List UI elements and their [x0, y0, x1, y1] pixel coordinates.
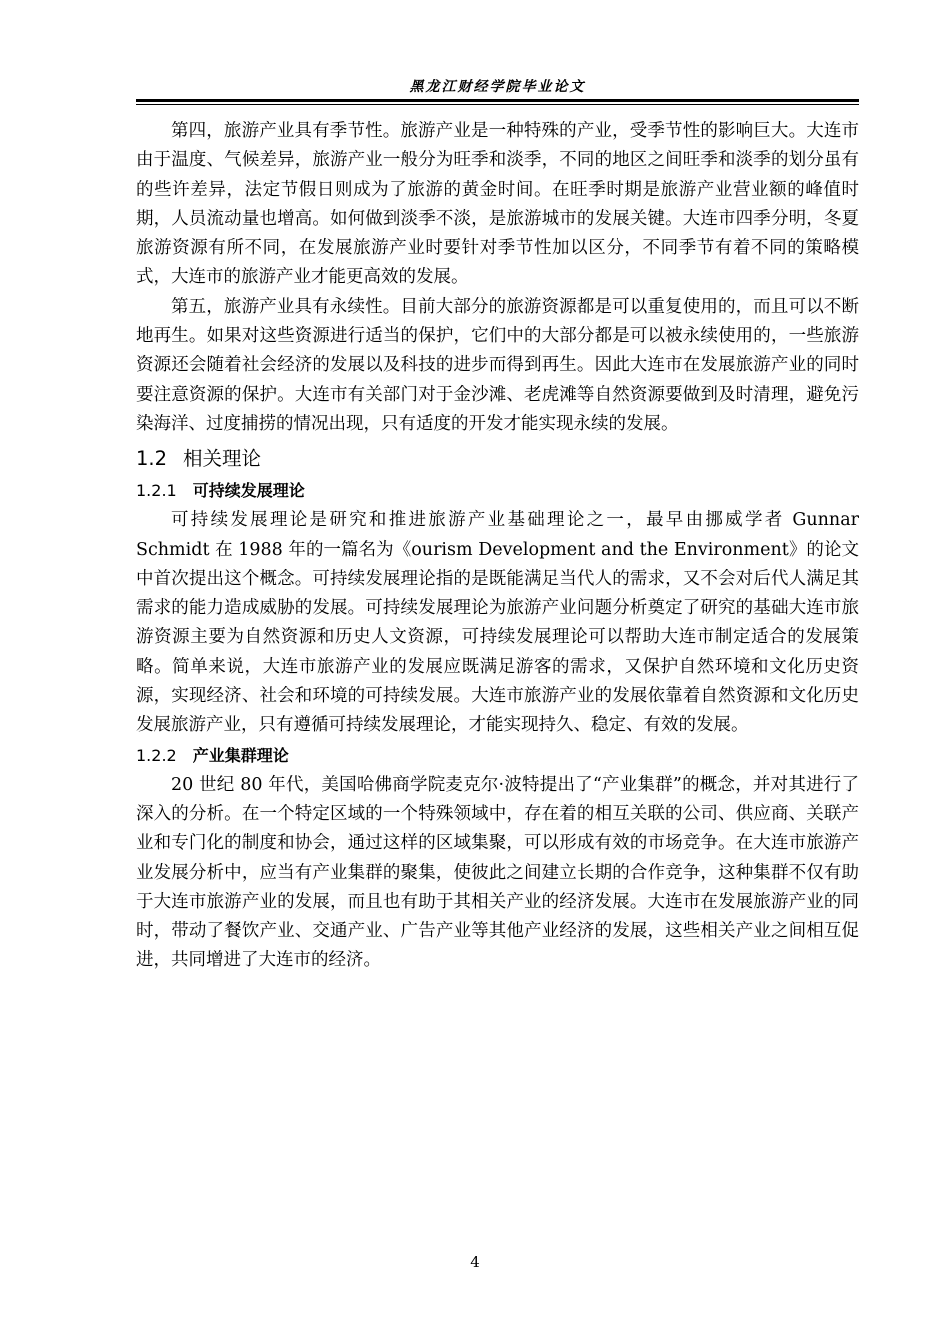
subsection-title: 产业集群理论	[192, 745, 289, 765]
header-title: 黑龙江财经学院毕业论文	[409, 79, 586, 95]
subsection-heading-1-2-2	[136, 741, 859, 771]
paragraph-fourth-seasonality: 第四，旅游产业具有季节性。旅游产业是一种特殊的产业，受季节性的影响巨大。大连市由于温度、气候差异，旅游产业一般分为旺季和淡季，不同的地区之间旺季和淡季的划分虽有的些许差异，法定节假日则成为了旅游的黄金时间。在旺季时期是旅游产业营业额的峰值时期，人员流动量也增高。如何做到淡季不淡，是旅游城市的发展关键。大连市四季分明，冬夏旅游资源有所不同，在发展旅游产业时要针对季节性加以区分，不同季节有着不同的策略模式，大连市的旅游产业才能更高效的发展。	[136, 121, 859, 288]
section-number: 1.2	[136, 447, 168, 471]
paragraph-fifth-sustainability: 第五，旅游产业具有永续性。目前大部分的旅游资源都是可以重复使用的，而且可以不断地再生。如果对这些资源进行适当的保护，它们中的大部分都是可以被永续使用的，一些旅游资源还会随着社会经济的发展以及科技的进步而得到再生。因此大连市在发展旅游产业的同时要注意资源的保护。大连市有关部门对于金沙滩、老虎滩等自然资源要做到及时清理，避免污染海洋、过度捕捞的情况出现，只有适度的开发才能实现永续的发展。	[136, 296, 859, 434]
section-heading-1-2	[136, 442, 859, 476]
subsection-title: 可持续发展理论	[192, 481, 305, 501]
header-rule-thick	[136, 99, 859, 102]
paragraph-sustainable-development: 可持续发展理论是研究和推进旅游产业基础理论之一，最早由挪威学者 Gunnar Schmidt 在 1988 年的一篇名为《ourism Development and the Environment》的论文中首次提出这个概念。可持续发展理论指的是既能满足当代人的需求，又不会对后代人满足其需求的能力造成威胁的发展。可持续发展理论为旅游产业问题分析奠定了研究的基础大连市旅游资源主要为自然资源和历史人文资源，可持续发展理论可以帮助大连市制定适合的发展策略。简单来说，大连市旅游产业的发展应既满足游客的需求，又保护自然环境和文化历史资源，实现经济、社会和环境的可持续发展。大连市旅游产业的发展依靠着自然资源和文化历史发展旅游产业，只有遵循可持续发展理论，才能实现持久、稳定、有效的发展。	[136, 510, 859, 736]
header-rule-thin	[136, 104, 859, 105]
section-title: 相关理论	[183, 447, 262, 471]
subsection-number: 1.2.2	[136, 745, 177, 765]
subsection-heading-1-2-1	[136, 476, 859, 506]
document-body	[136, 117, 859, 976]
subsection-number: 1.2.1	[136, 481, 177, 501]
paragraph-industrial-cluster: 20 世纪 80 年代，美国哈佛商学院麦克尔·波特提出了“产业集群”的概念，并对其进行了深入的分析。在一个特定区域的一个特殊领域中，存在着的相互关联的公司、供应商、关联产业和专门化的制度和协会，通过这样的区域集聚，可以形成有效的市场竞争。在大连市旅游产业发展分析中，应当有产业集群的聚集，使彼此之间建立长期的合作竞争，这种集群不仅有助于大连市旅游产业的发展，而且也有助于其相关产业的经济发展。大连市在发展旅游产业的同时，带动了餐饮产业、交通产业、广告产业等其他产业经济的发展，这些相关产业之间相互促进，共同增进了大连市的经济。	[136, 774, 859, 971]
page-number: 4	[470, 1253, 480, 1271]
